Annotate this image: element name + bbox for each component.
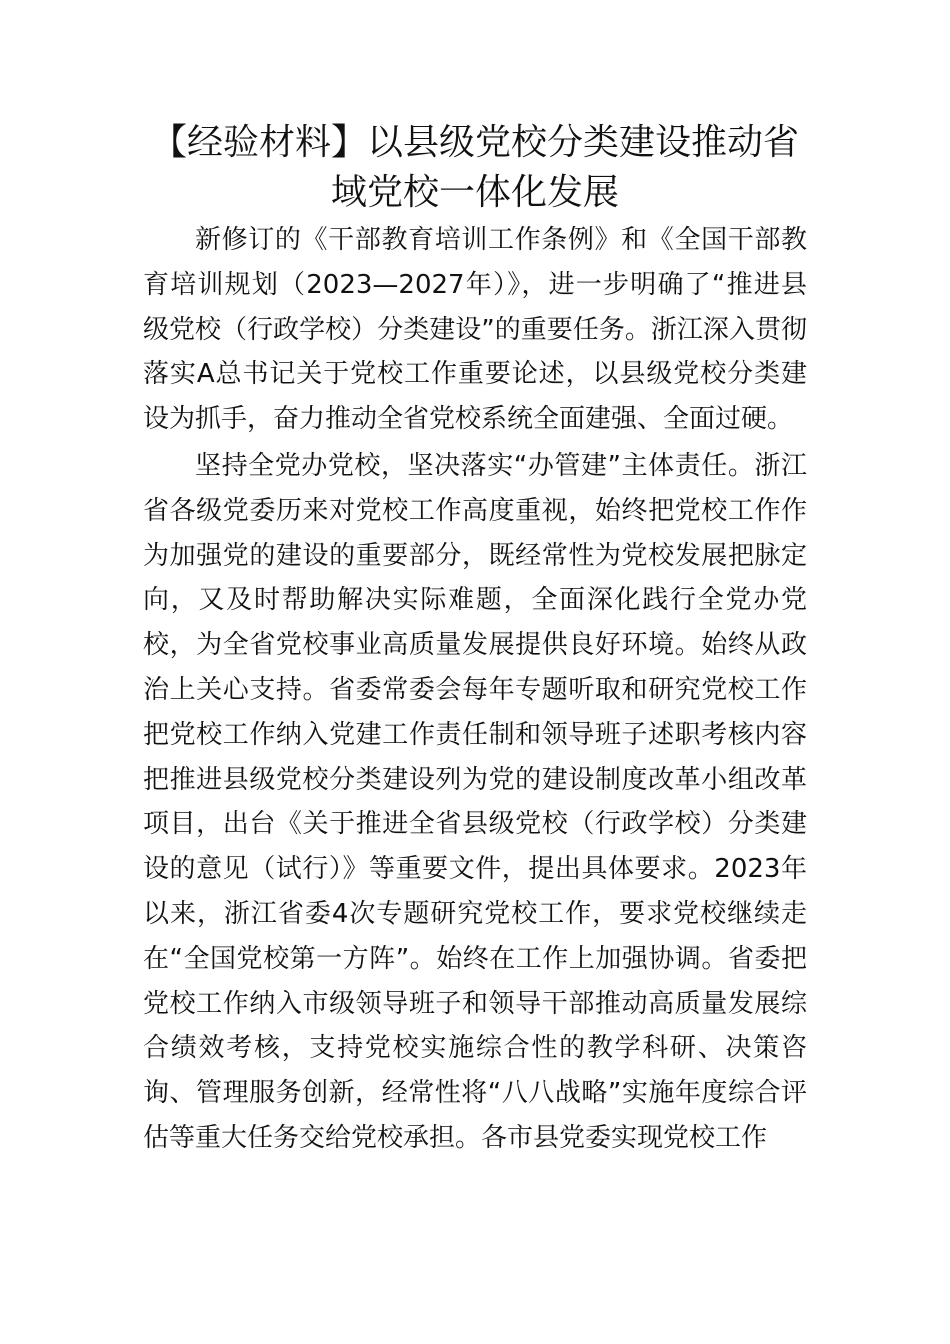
document-title: 【经验材料】以县级党校分类建设推动省域党校一体化发展 [150,122,799,213]
document-page [143,118,807,1161]
paragraph-1: 新修订的《干部教育培训工作条例》和《全国干部教育培训规划（2023—2027年）》，进一步明确了“推进县级党校（行政学校）分类建设”的重要任务。浙江深入贯彻落实A总书记关于党校工作重要论述，以县级党校分类建设为抓手，奋力推动全省党校系统全面建强、全面过硬。 [143,225,807,435]
paragraph-2: 坚持全党办党校，坚决落实“办管建”主体责任。浙江省各级党委历来对党校工作高度重视，始终把党校工作作为加强党的建设的重要部分，既经常性为党校发展把脉定向，又及时帮助解决实际难题，全面深化践行全党办党校，为全省党校事业高质量发展提供良好环境。始终从政治上关心支持。省委常委会每年专题听取和研究党校工作把党校工作纳入党建工作责任制和领导班子述职考核内容把推进县级党校分类建设列为党的建设制度改革小组改革项目，出台《关于推进全省县级党校（行政学校）分类建设的意见（试行）》等重要文件，提出具体要求。2023年以来，浙江省委4次专题研究党校工作，要求党校继续走在“全国党校第一方阵”。始终在工作上加强协调。省委把党校工作纳入市级领导班子和领导干部推动高质量发展综合绩效考核，支持党校实施综合性的教学科研、决策咨询、管理服务创新，经常性将“八八战略”实施年度综合评估等重大任务交给党校承担。各市县党委实现党校工作 [143,450,807,1153]
